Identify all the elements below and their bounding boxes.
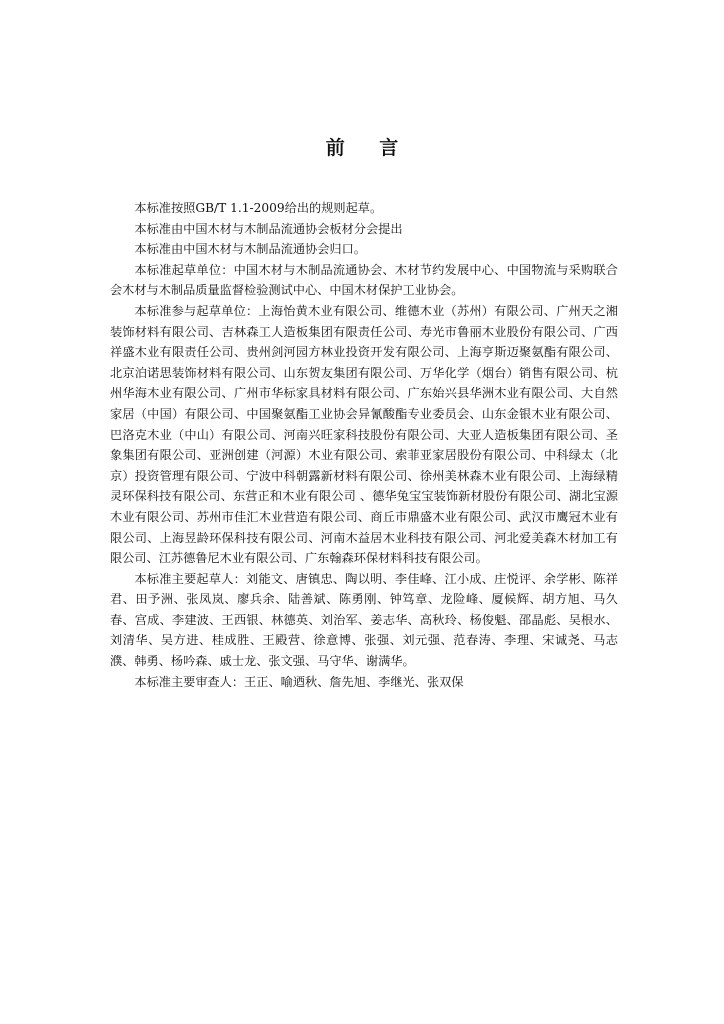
paragraph-drafting-rules: 本标准按照GB/T 1.1-2009给出的规则起草。: [134, 201, 383, 215]
paragraph-participating-units: 本标准参与起草单位：上海怡黄木业有限公司、维德木业（苏州）有限公司、广州天之湘装饰材料有限公司、吉林森工人造板集团有限责任公司、寿光市鲁丽木业股份有限公司、广西祥盛木业有限责任公司、贵州剑河园方林业投资开发有限公司、上海亨斯迈聚氨酯有限公司、北京泊诺思装饰材料有限公司、山东贺友集团有限公司、万华化学（烟台）销售有限公司、杭州华海木业有限公司、广州市华标家具材料有限公司、广东始兴县华洲木业有限公司、大自然家居（中国）有限公司、中国聚氨酯工业协会异氰酸酯专业委员会、山东金银木业有限公司、巴洛克木业（中山）有限公司、河南兴旺家科技股份有限公司、大亚人造板集团有限公司、圣象集团有限公司、亚洲创建（河源）木业有限公司、索菲亚家居股份有限公司、中科绿太（北京）投资管理有限公司、宁波中科朝露新材料有限公司、徐州美林森木业有限公司、上海绿精灵环保科技有限公司、东营正和木业有限公司 、德华兔宝宝装饰新材股份有限公司、湖北宝源木业有限公司、苏州市佳汇木业营造有限公司、商丘市鼎盛木业有限公司、武汉市鹰冠木业有限公司、上海昱龄环保科技有限公司、河南木益居木业科技有限公司、河北爱美森木材加工有限公司、江苏德鲁尼木业有限公司、广东翰森环保材料科技有限公司。: [110, 303, 618, 566]
paragraph-main-drafters: 本标准主要起草人：刘能文、唐镇忠、陶以明、李佳峰、江小成、庄悦评、余学彬、陈祥君、田予洲、张凤岚、廖兵余、陆善斌、陈勇刚、钟笃章、龙险峰、厦候辉、胡方旭、马久春、宫成、李建波、王西银、林德英、刘治军、姜志华、高秋玲、杨俊魁、邵晶彪、吴根水、刘清华、吴方进、桂成胜、王殿营、徐意博、张强、刘元强、范春涛、李理、宋诚尧、马志濮、韩勇、杨吟森、戚士龙、张文强、马守华、谢满华。: [110, 571, 618, 669]
page-title: 前 言: [325, 137, 413, 159]
paragraph-proposer: 本标准由中国木材与木制品流通协会板材分会提出: [134, 221, 403, 236]
document-body: [110, 198, 618, 692]
paragraph-centralized-by: 本标准由中国木材与木制品流通协会归口。: [134, 242, 366, 257]
paragraph-drafting-units: 本标准起草单位：中国木材与木制品流通协会、木材节约发展中心、中国物流与采购联合会木材与木制品质量监督检验测试中心、中国木材保护工业协会。: [110, 262, 618, 298]
paragraph-main-reviewers: 本标准主要审查人：王正、喻迺秋、詹先旭、李继光、张双保: [134, 674, 464, 689]
